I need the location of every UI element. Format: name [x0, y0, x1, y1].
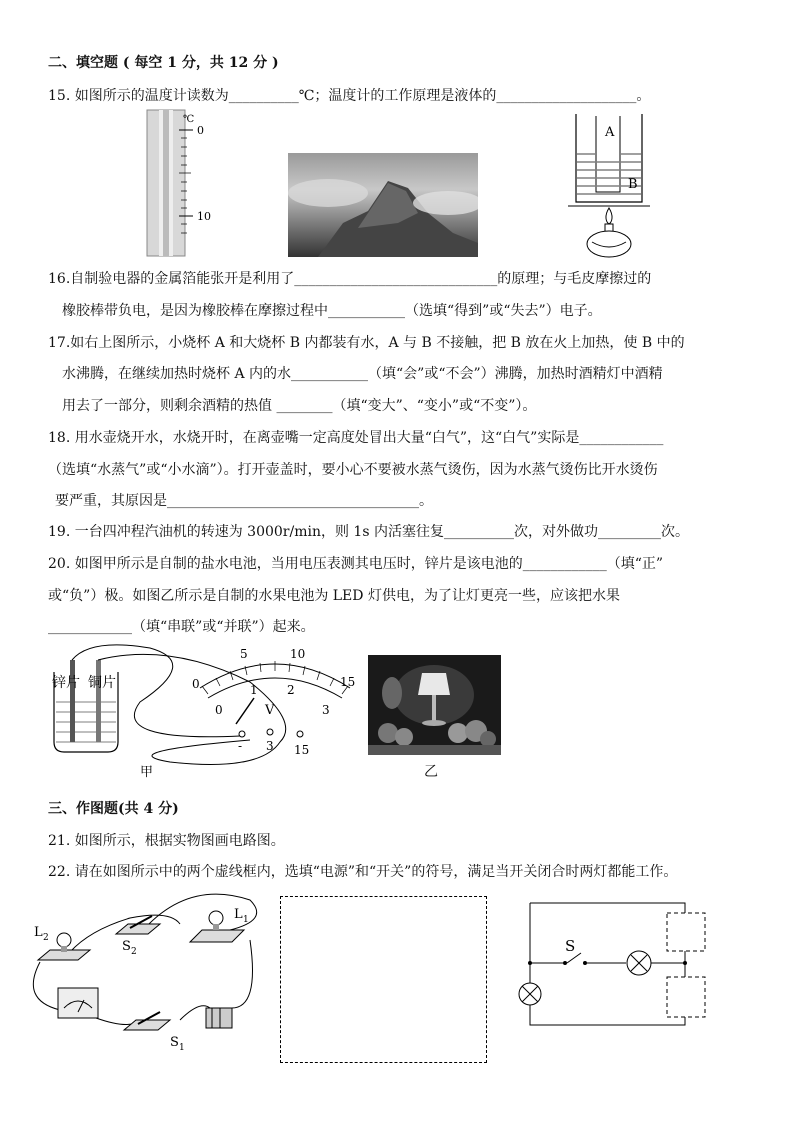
l1-subscript: 1 — [243, 915, 249, 925]
question-21: 21. 如图所示，根据实物图画电路图。 — [48, 833, 285, 849]
l1-label: L — [234, 907, 243, 922]
question-18-line2: （选填“水蒸气”或“小水滴”）。打开壶盖时，要小心不要被水蒸气烫伤，因为水蒸气烫伤比开水烫伤 — [48, 462, 658, 478]
salt-water-battery-figure — [50, 642, 360, 782]
zinc-label: 锌片 — [52, 675, 80, 691]
question-17-line3: 用去了一部分，则剩余酒精的热值 ________（填“变大”、“变小”或“不变”）。 — [62, 398, 537, 414]
physical-circuit-figure — [30, 890, 270, 1055]
s1-subscript: 1 — [179, 1043, 185, 1053]
question-18-line3: 要严重，其原因是____________________________________。 — [55, 493, 433, 509]
thermometer-figure — [145, 108, 215, 258]
question-20-line3: ____________（填“串联”或“并联”）起来。 — [48, 619, 315, 635]
copper-label: 铜片 — [88, 675, 116, 691]
question-17-line1: 17.如右上图所示，小烧杯 A 和大烧杯 B 内都装有水，A 与 B 不接触，把 B 放在火上加热，使 B 中的 — [48, 335, 685, 351]
fruit-photo-caption: 乙 — [424, 764, 438, 780]
l2-subscript: 2 — [43, 933, 49, 943]
fog-mountain-photo — [288, 153, 478, 257]
thermometer-tick-10: 10 — [197, 210, 211, 223]
voltmeter-bottom-3: 3 — [322, 703, 330, 717]
question-20-line2: 或“负”）极。如图乙所示是自制的水果电池为 LED 灯供电，为了让灯更亮一些，应该把水果 — [48, 588, 620, 604]
thermometer-tick-0: 0 — [197, 124, 204, 137]
question-16-line1: 16.自制验电器的金属箔能张开是利用了_____________________________的原理；与毛皮摩擦过的 — [48, 271, 652, 287]
question-19: 19. 一台四冲程汽油机的转速为 3000r/min，则 1s 内活塞往复__________次，对外做功_________次。 — [48, 524, 689, 540]
thermometer-unit: ℃ — [183, 114, 195, 125]
battery-caption: 甲 — [140, 765, 154, 780]
answer-drawing-box — [280, 896, 487, 1063]
beaker-heating-figure — [568, 112, 658, 262]
s2-label: S — [122, 939, 131, 954]
terminal-15: 15 — [294, 743, 310, 757]
voltmeter-top-0: 0 — [192, 677, 200, 691]
l2-label: L — [34, 925, 43, 940]
fruit-battery-photo — [368, 655, 501, 755]
voltmeter-top-10: 10 — [290, 647, 306, 661]
beaker-label-b: B — [628, 177, 638, 192]
beaker-label-a: A — [605, 125, 615, 140]
question-17-line2: 水沸腾，在继续加热时烧杯 A 内的水___________（填“会”或“不会”）沸腾，加热时酒精灯中酒精 — [62, 366, 663, 382]
section-heading-drawing: 三、作图题(共 4 分) — [48, 801, 179, 817]
question-20-line1: 20. 如图甲所示是自制的盐水电池，当用电压表测其电压时，锌片是该电池的____________（填“正” — [48, 556, 664, 572]
question-18-line1: 18. 用水壶烧开水，水烧开时，在离壶嘴一定高度处冒出大量“白气”，这“白气”实际是____________ — [48, 430, 664, 446]
question-22: 22. 请在如图所示中的两个虚线框内，选填“电源”和“开关”的符号，满足当开关闭合时两灯都能工作。 — [48, 864, 678, 880]
question-16-line2: 橡胶棒带负电，是因为橡胶棒在摩擦过程中___________（选填“得到”或“失去”）电子。 — [62, 303, 602, 319]
voltmeter-bottom-0: 0 — [215, 703, 223, 717]
voltmeter-top-5: 5 — [240, 647, 248, 661]
s1-label: S — [170, 1035, 179, 1050]
s2-subscript: 2 — [131, 947, 137, 957]
terminal-neg: - — [238, 739, 243, 753]
question-15: 15. 如图所示的温度计读数为__________℃；温度计的工作原理是液体的____________________。 — [48, 88, 651, 104]
switch-s-label: S — [565, 937, 576, 955]
voltmeter-unit: V — [265, 703, 275, 718]
schematic-circuit-figure — [515, 895, 715, 1030]
terminal-3: 3 — [266, 739, 274, 753]
voltmeter-top-15: 15 — [340, 675, 356, 689]
voltmeter-bottom-2: 2 — [287, 683, 295, 697]
voltmeter-bottom-1: 1 — [250, 683, 258, 697]
section-heading-fill-in: 二、填空题 ( 每空 1 分，共 12 分 ) — [48, 55, 279, 71]
